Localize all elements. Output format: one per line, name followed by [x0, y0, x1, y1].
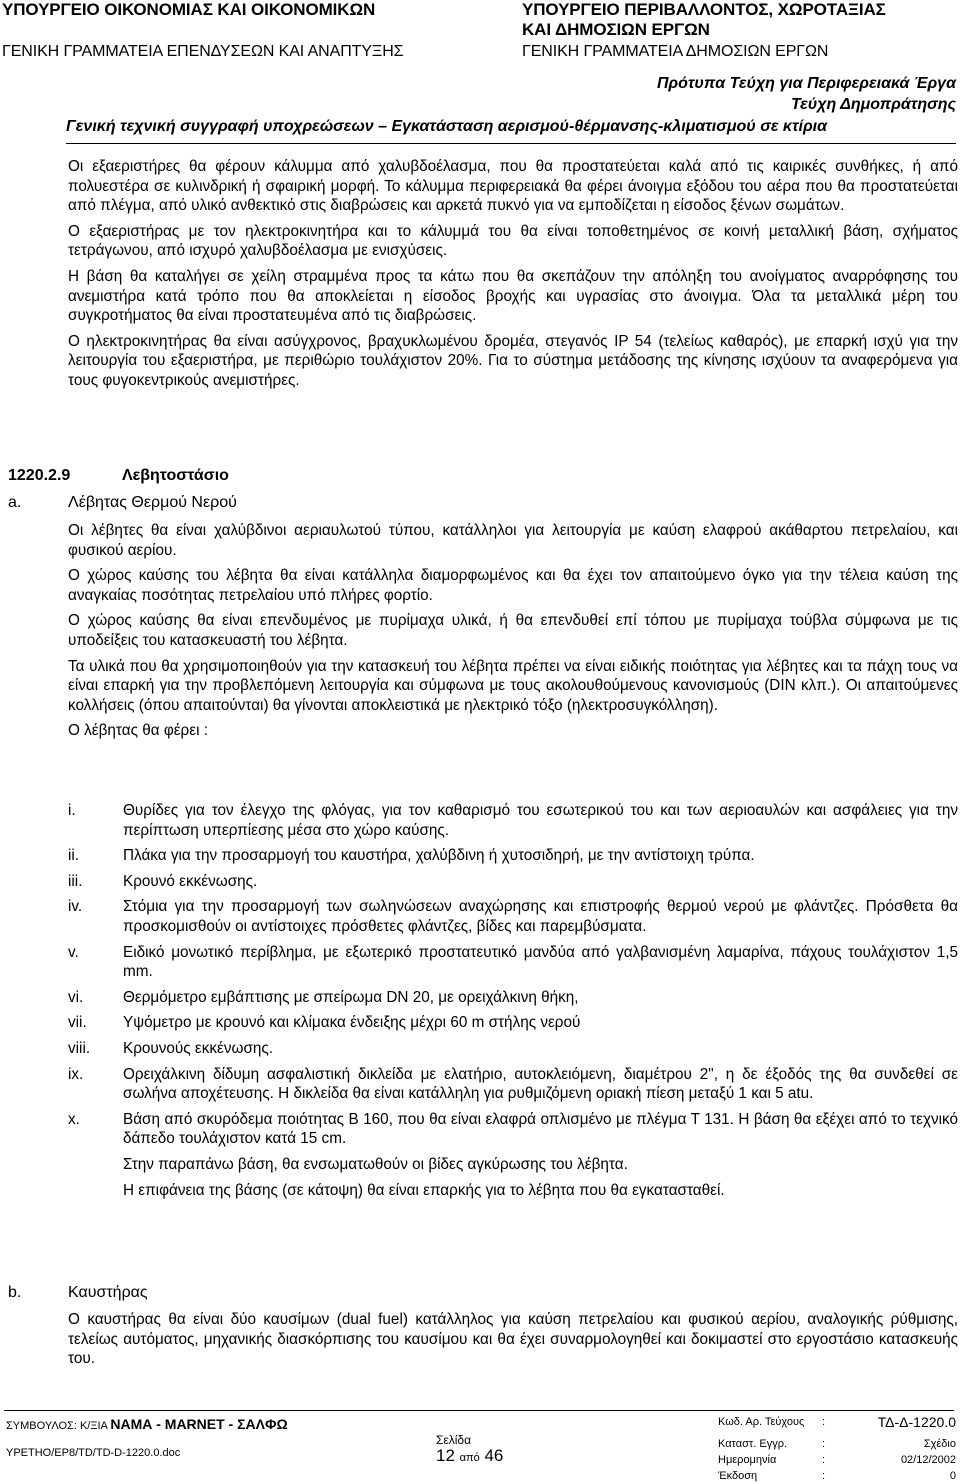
- advisor-name: ΝΑΜΑ - MARNET - ΣΑΛΦΩ: [110, 1416, 288, 1432]
- list-item-number: viii.: [68, 1039, 91, 1057]
- meta-key: Καταστ. Εγγρ.: [718, 1438, 788, 1450]
- meta-value: 0: [949, 1470, 956, 1482]
- meta-colon: :: [822, 1416, 826, 1428]
- list-item: [68, 846, 958, 866]
- footer-file: ΥΡΕΤΗΟ/ΕΡ8/TD/TD-D-1220.0.doc: [6, 1447, 181, 1459]
- meta-value: Σχέδιο: [923, 1438, 956, 1450]
- header-right: [522, 0, 958, 62]
- list-item-text: Κρουνούς εκκένωσης.: [123, 1039, 274, 1057]
- paragraph: Ο καυστήρας θα είναι δύο καυσίμων (dual fuel) κατάλληλος για καύση πετρελαίου και φυσικού αερίου, αναλογικής ρύθμισης, τελείως αυτόματος, μηχανικής διασκόρπισης του καυσίμου και θα έχει συναρμολογηθεί και δοκιμαστεί στο εργοστάσιο κατασκευής του.: [68, 1311, 958, 1368]
- list-item-text-block: [123, 1110, 958, 1206]
- section-heading: [8, 465, 229, 487]
- list-item: [68, 1013, 958, 1033]
- paragraph: Ο ηλεκτροκινητήρας θα είναι ασύγχρονος, βραχυκλωμένου δρομέα, στεγανός IP 54 (τελείως καθαρός), με επαρκή ισχύ για την λειτουργία του εξαεριστήρα, με περιθώριο τουλάχιστον 20%. Για το σύστημα μετάδοσης της κίνησης ισχύουν τα αναφερόμενα για τους φυγοκεντρικούς ανεμιστήρες.: [68, 332, 958, 389]
- list-item-extra: Στην παραπάνω βάση, θα ενσωματωθούν οι βίδες αγκύρωσης του λέβητα.: [123, 1155, 628, 1173]
- list-item-number: iii.: [68, 872, 83, 890]
- list-item: [68, 1110, 958, 1206]
- page-number: 12: [436, 1446, 455, 1465]
- list-item-number: iv.: [68, 898, 83, 916]
- boiler-section: [68, 521, 958, 747]
- general-spec-title: Γενική τεχνική συγγραφή υποχρεώσεων – Εγκατάσταση αερισμού-θέρμανσης-κλιματισμού σε κτίρια: [66, 117, 956, 144]
- subsection-title: Καυστήρας: [68, 1284, 148, 1301]
- list-item: [68, 1039, 958, 1059]
- list-item-text: Θερμόμετρο εμβάπτισης με σπείρωμα DN 20, με ορειχάλκινη θήκη,: [123, 988, 579, 1006]
- meta-row-edition: [718, 1468, 956, 1484]
- list-item-text: Στόμια για την προσαρμογή των σωληνώσεων αναχώρησης και επιστροφής θερμού νερού με φλάντζες. Πρόσθετα θα προσκομισθούν οι αντίστοιχες πρόσθετες φλάντζες, βίδες και παρεμβύσματα.: [123, 898, 958, 935]
- header-doc-type: [657, 73, 956, 115]
- list-item-number: i.: [68, 802, 76, 819]
- section-title: Λεβητοστάσιο: [122, 467, 229, 484]
- ministry-environment-subtitle: ΓΕΝΙΚΗ ΓΡΑΜΜΑΤΕΙΑ ΔΗΜΟΣΙΩΝ ΕΡΓΩΝ: [522, 43, 829, 60]
- subsection-letter: b.: [8, 1284, 22, 1301]
- meta-colon: :: [822, 1438, 826, 1450]
- list-item: [68, 801, 958, 840]
- paragraph: Ο χώρος καύσης θα είναι επενδυμένος με πυρίμαχα υλικά, ή θα επενδυθεί επί τόπου με πυρίμαχα τούβλα σύμφωνα με τις υποδείξεις του κατασκευαστή του λέβητα.: [68, 612, 958, 649]
- list-item-extra: Η επιφάνεια της βάσης (σε κάτοψη) θα είναι επαρκής για το λέβητα που θα εγκατασταθεί.: [123, 1181, 725, 1199]
- meta-key: Κωδ. Αρ. Τεύχους: [718, 1416, 805, 1428]
- paragraph: Οι λέβητες θα είναι χαλύβδινοι αεριαυλωτού τύπου, κατάλληλοι για λειτουργία με καύση ελαφρού ακάθαρτου πετρελαίου, και φυσικού αερίου.: [68, 522, 958, 559]
- paragraph: Ο λέβητας θα φέρει :: [68, 722, 208, 740]
- meta-row-date: [718, 1452, 956, 1468]
- templates-label: Πρότυπα Τεύχη για Περιφερειακά Έργα: [656, 75, 956, 92]
- page-label: Σελίδα: [436, 1433, 472, 1447]
- list-item: [68, 943, 958, 982]
- page-number-block: [436, 1446, 504, 1465]
- footer-advisor: [6, 1417, 288, 1433]
- meta-colon: :: [822, 1454, 826, 1466]
- list-item-number: vi.: [68, 988, 84, 1006]
- list-item-number: ii.: [68, 847, 80, 865]
- paragraph: Η βάση θα καταλήγει σε χείλη στραμμένα προς τα κάτω που θα σκεπάζουν την απόληξη του ανοίγματος αναρρόφησης του ανεμιστήρα κατά τρόπο που θα αποκλείεται η είσοδος βροχής και υγρασίας στο άνοιγμα. Όλα τα μεταλλικά μέρη του συγκροτήματος θα είναι προστατευμένα από τις διαβρώσεις.: [68, 267, 958, 325]
- list-item-text: Ορειχάλκινη δίδυμη ασφαλιστική δικλείδα με ελατήριο, αυτοκλειόμενη, διαμέτρου 2", η δε έξοδός της θα συνδεθεί σε σωλήνα αποχέτευσης. Η δικλείδα θα είναι κατάλληλη για ρυθμιζόμενη οριακή πίεση μεταξύ 1 και 5 atu.: [123, 1065, 958, 1103]
- meta-value: 02/12/2002: [900, 1454, 956, 1466]
- list-item-text: Ειδικό μονωτικό περίβλημα, με εξωτερικό προστατευτικό μανδύα από γαλβανισμένη λαμαρίνα, πάχους τουλάχιστον 1,5 mm.: [123, 943, 958, 981]
- list-item-number: v.: [68, 943, 79, 961]
- equipment-list: [68, 801, 958, 1212]
- paragraph: Ο εξαεριστήρας με τον ηλεκτροκινητήρα και το κάλυμμά του θα είναι τοποθετημένος σε κοινή μεταλλική βάση, σχήματος τετράγωνου, από ισχυρό χαλυβδοέλασμα με ενισχύσεις.: [68, 222, 958, 260]
- ministry-economy-title: ΥΠΟΥΡΓΕΙΟ ΟΙΚΟΝΟΜΙΑΣ ΚΑΙ ΟΙΚΟΝΟΜΙΚΩΝ: [2, 0, 376, 19]
- list-item-number: vii.: [68, 1014, 87, 1032]
- paragraph: Ο χώρος καύσης του λέβητα θα είναι κατάλληλα διαμορφωμένος και θα έχει τον απαιτούμενο όγκο για την τέλεια καύση της αναγκαίας ποσότητας πετρελαίου υπό πλήρες φορτίο.: [68, 567, 958, 604]
- intro-section: [68, 157, 958, 397]
- subsection-letter: a.: [8, 494, 22, 511]
- subsection-b-heading: [8, 1283, 148, 1303]
- paragraph: Τα υλικά που θα χρησιμοποιηθούν για την κατασκευή του λέβητα πρέπει να είναι ειδικής ποιότητας για λέβητες και τα πάχη τους να είναι επαρκή για την προβλεπόμενη λειτουργία και σύμφωνα με τους ακολουθούμενους κανονισμούς (DIN κλπ.). Οι απαιτούμενες κολλήσεις (όπου απαιτούνται) θα γίνονται αποκλειστικά με ηλεκτρικό τόξο (ηλεκτροσυγκόλληση).: [68, 657, 958, 714]
- meta-value: ΤΔ-Δ-1220.0: [877, 1414, 956, 1430]
- footer-meta: [718, 1414, 956, 1484]
- subsection-title: Λέβητας Θερμού Νερού: [68, 494, 237, 511]
- list-item: [68, 897, 958, 936]
- meta-row-state: [718, 1436, 956, 1452]
- header-left: [2, 0, 472, 62]
- list-item: [68, 872, 958, 892]
- burner-section: [68, 1310, 958, 1375]
- list-item: [68, 988, 958, 1008]
- page-of: από: [459, 1452, 480, 1464]
- list-item: [68, 1065, 958, 1104]
- ministry-economy-subtitle: ΓΕΝΙΚΗ ΓΡΑΜΜΑΤΕΙΑ ΕΠΕΝΔΥΣΕΩΝ ΚΑΙ ΑΝΑΠΤΥΞΗΣ: [2, 43, 404, 60]
- tender-docs-label: Τεύχη Δημοπράτησης: [790, 96, 956, 113]
- footer-divider: [4, 1410, 954, 1411]
- page-total: 46: [484, 1446, 504, 1465]
- meta-key: Έκδοση: [718, 1470, 758, 1482]
- advisor-label: ΣΥΜΒΟΥΛΟΣ: Κ/ΞΙΑ: [6, 1420, 108, 1432]
- meta-colon: :: [822, 1470, 826, 1482]
- list-item-text: Κρουνό εκκένωσης.: [123, 872, 258, 890]
- ministry-environment-title-2: ΚΑΙ ΔΗΜΟΣΙΩΝ ΕΡΓΩΝ: [522, 20, 710, 39]
- ministry-environment-title-1: ΥΠΟΥΡΓΕΙΟ ΠΕΡΙΒΑΛΛΟΝΤΟΣ, ΧΩΡΟΤΑΞΙΑΣ: [522, 0, 886, 19]
- list-item-text: Πλάκα για την προσαρμογή του καυστήρα, χαλύβδινη ή χυτοσιδηρή, με την αντίστοιχη τρύπα.: [123, 847, 755, 865]
- list-item-text: Θυρίδες για τον έλεγχο της φλόγας, για τον καθαρισμό του εσωτερικού του και των αεριοαυλών και ασφάλειες για την περίπτωση υπερπίεσης μέσα στο χώρο καύσης.: [123, 802, 958, 839]
- list-item-number: x.: [68, 1110, 80, 1128]
- section-number: 1220.2.9: [8, 467, 71, 484]
- meta-key: Ημερομηνία: [718, 1454, 777, 1466]
- meta-row-code: [718, 1414, 956, 1430]
- paragraph: Οι εξαεριστήρες θα φέρουν κάλυμμα από χαλυβδοέλασμα, που θα προστατεύεται καλά από τις καιρικές συνθήκες, ή από πολυεστέρα σε κυλινδρική ή σφαιρική μορφή. Το κάλυμμα περιφερειακά θα φέρει άνοιγμα εξόδου του αέρα που θα προστατεύεται από πλέγμα, από υλικό ανθεκτικό στις διαβρώσεις και αρκετά πυκνό για να εμποδίζεται η είσοδος ξένων σωμάτων.: [68, 158, 958, 215]
- list-item-text: Υψόμετρο με κρουνό και κλίμακα ένδειξης μέχρι 60 m στήλης νερού: [123, 1014, 581, 1032]
- list-item-text: Βάση από σκυρόδεμα ποιότητας Β 160, που θα είναι ελαφρά οπλισμένο με πλέγμα Τ 131. Η βάση θα εξέχει από το τεχνικό δάπεδο τουλάχιστον κατά 15 cm.: [123, 1110, 958, 1148]
- list-item-number: ix.: [68, 1065, 84, 1083]
- subsection-a-heading: [8, 493, 237, 513]
